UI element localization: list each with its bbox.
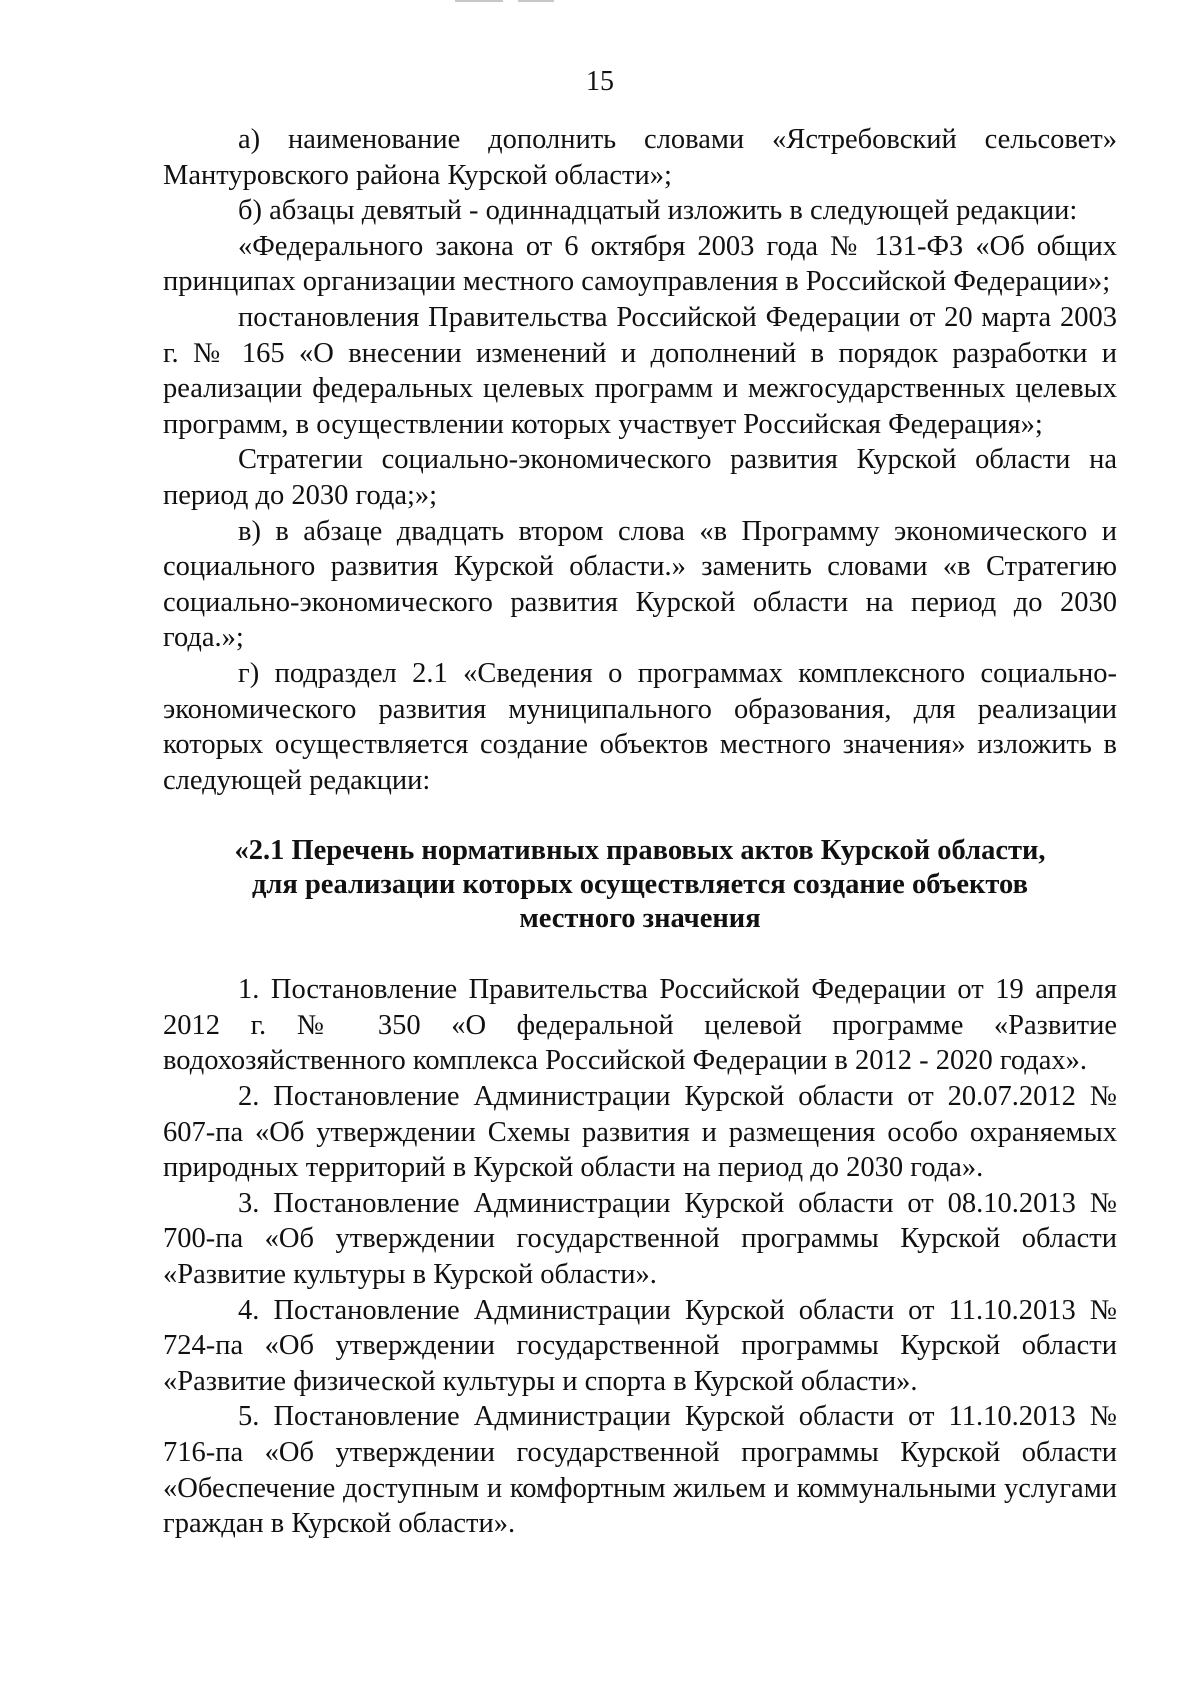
section-heading-line-1: «2.1 Перечень нормативных правовых актов Курской области, — [234, 835, 1046, 867]
scan-artifact — [455, 0, 503, 2]
list-item: 4. Постановление Администрации Курской области от 11.10.2013 № 724-па «Об утверждении государственной программы Курской области «Развитие физической культуры и спорта в Курской области». — [163, 1294, 1117, 1397]
document-body — [163, 122, 1117, 1542]
scan-artifact — [518, 0, 554, 2]
list-item: 3. Постановление Администрации Курской области от 08.10.2013 № 700-па «Об утверждении государственной программы Курской области «Развитие культуры в Курской области». — [163, 1187, 1117, 1291]
paragraph-a: а) наименование дополнить словами «Ястребовский сельсовет» Мантуровского района Курской области»; — [163, 124, 1117, 191]
page-number: 15 — [586, 66, 614, 97]
section-heading-line-2: для реализации которых осуществляется создание объектов — [252, 869, 1028, 901]
paragraph-strategy: Стратегии социально-экономического развития Курской области на период до 2030 года;»; — [163, 444, 1117, 511]
paragraph-d: г) подраздел 2.1 «Сведения о программах комплексного социально-экономического развития муниципального образования, для реализации которых осуществляется создание объектов местного значения» изложить в следующей редакции: — [163, 657, 1117, 796]
list-item: 5. Постановление Администрации Курской области от 11.10.2013 № 716-па «Об утверждении государственной программы Курской области «Обеспечение доступным и комфортным жильем и коммунальными услугами граждан в Курской области». — [163, 1401, 1117, 1540]
list-item: 2. Постановление Администрации Курской области от 20.07.2012 № 607-па «Об утверждении Схемы развития и размещения особо охраняемых природных территорий в Курской области на период до 2030 года». — [163, 1081, 1117, 1184]
paragraph-b: б) абзацы девятый - одиннадцатый изложить в следующей редакции: — [238, 195, 1078, 227]
paragraph-government-resolution: постановления Правительства Российской Федерации от 20 марта 2003 г. № 165 «О внесении изменений и дополнений в порядок разработки и реализации федеральных целевых программ и межгосударственных целевых программ, в осуществлении которых участвует Российская Федерация»; — [163, 301, 1117, 440]
paragraph-c: в) в абзаце двадцать втором слова «в Программу экономического и социального развития Курской области.» заменить словами «в Стратегию социально-экономического развития Курской области на период до 2030 года.»; — [163, 515, 1117, 654]
section-heading — [163, 834, 1117, 936]
section-heading-line-3: местного значения — [519, 903, 761, 935]
list-item: 1. Постановление Правительства Российской Федерации от 19 апреля 2012 г. № 350 «О федеральной целевой программе «Развитие водохозяйственного комплекса Российской Федерации в 2012 - 2020 годах». — [163, 974, 1117, 1077]
paragraph-federal-law: «Федерального закона от 6 октября 2003 года № 131-ФЗ «Об общих принципах организации местного самоуправления в Российской Федерации»; — [163, 230, 1117, 298]
